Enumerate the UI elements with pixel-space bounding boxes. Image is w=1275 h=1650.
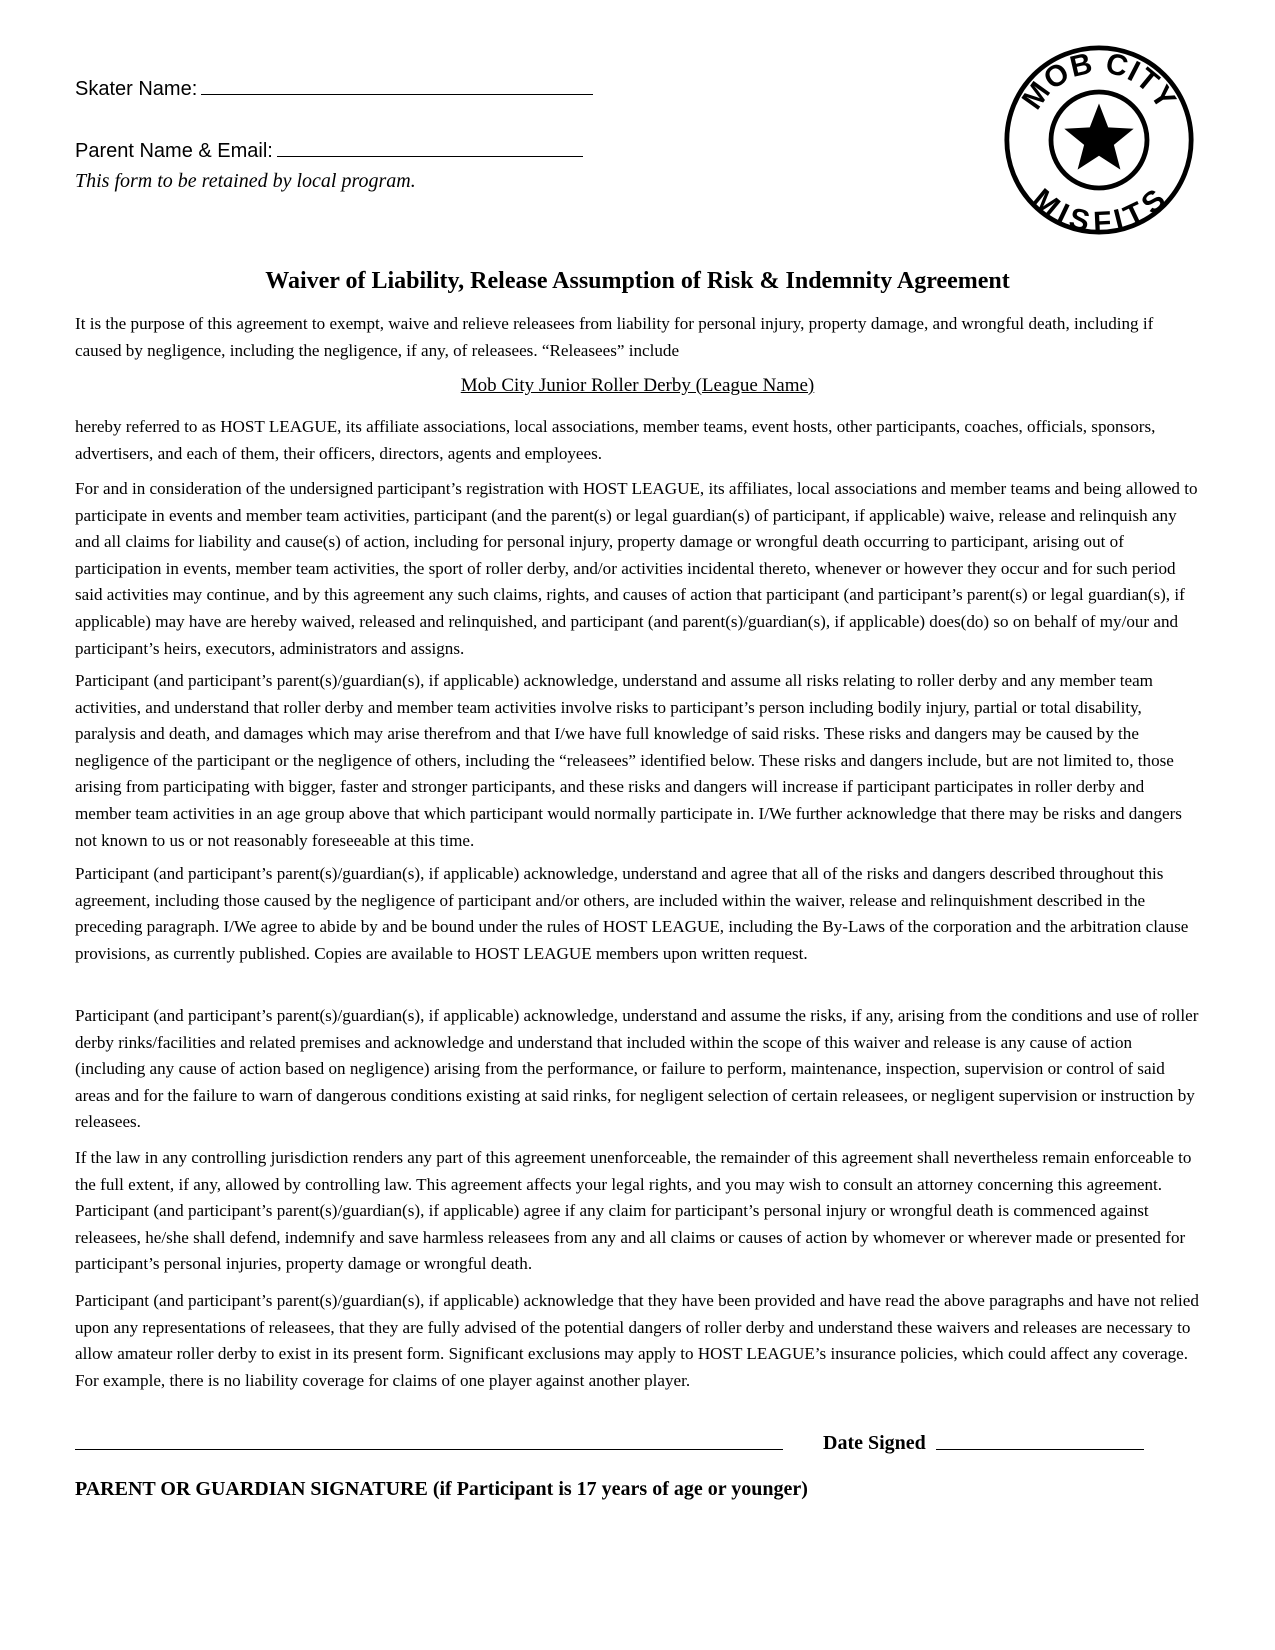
date-signed-label: Date Signed [823, 1432, 926, 1454]
paragraph-text: Participant (and participant’s parent(s)/guardian(s), if applicable) acknowledge, understand and assume all risks relating to roller derby and any member team activities, and understand that roller derby and member team activities involve risks to participant’s person including bodily injury, partial or total disability, paralysis and death, and damages which may arise therefrom and that I/we have full knowledge of said risks. These risks and dangers may be caused by the negligence of the participant or the negligence of others, including the “releasees” identified below. These risks and dangers include, but are not limited to, those arising from participating with bigger, faster and stronger participants, and these risks and dangers will increase if participant participates in roller derby and member team activities in an age group above that which participant would normally participate in. I/We further acknowledge that there may be risks and dangers not known to us or not reasonably foreseeable at this time. [75, 671, 1182, 850]
signature-caption: PARENT OR GUARDIAN SIGNATURE (if Participant is 17 years of age or younger) [75, 1478, 808, 1500]
league-name: Mob City Junior Roller Derby (League Name) [460, 375, 815, 396]
purpose-text: It is the purpose of this agreement to exempt, waive and relieve releasees from liability for personal injury, property damage, and wrongful death, including if caused by negligence, including the negligence, if any, of releasees. “Releasees” include [75, 314, 1154, 360]
skater-name-label: Skater Name: [75, 78, 198, 100]
parent-name-email-field[interactable] [75, 138, 583, 163]
paragraph-text: Participant (and participant’s parent(s)/guardian(s), if applicable) acknowledge, understand and agree that all of the risks and dangers described throughout this agreement, including those caused by the negligence of participant and/or others, are included within the waiver, release and relinquishment described in the preceding paragraph. I/We agree to abide by and be bound under the rules of HOST LEAGUE, including the By-Laws of the corporation and the arbitration clause provisions, as currently published. Copies are available to HOST LEAGUE members upon written request. [75, 864, 1189, 963]
indemnity-paragraph [75, 1145, 1200, 1278]
hereby-paragraph [75, 414, 1200, 467]
league-name-line [0, 375, 1275, 397]
parent-name-email-blank[interactable] [277, 138, 583, 157]
signature-line[interactable] [75, 1449, 783, 1450]
assumption-of-risk-paragraph [75, 668, 1200, 854]
document-title: Waiver of Liability, Release Assumption of Risk & Indemnity Agreement [265, 268, 1010, 294]
hereby-text: hereby referred to as HOST LEAGUE, its affiliate associations, local associations, member teams, event hosts, other participants, coaches, officials, sponsors, advertisers, and each of them, their officers, directors, agents and employees. [75, 417, 1156, 463]
logo-top-text: MOB CITY [1015, 46, 1183, 116]
paragraph-text: If the law in any controlling jurisdiction renders any part of this agreement unenforceable, the remainder of this agreement shall nevertheless remain enforceable to the full extent, if any, allowed by controlling law. This agreement affects your legal rights, and you may wish to consult an attorney concerning this agreement. Participant (and participant’s parent(s)/guardian(s), if applicable) agree if any claim for participant’s personal injury or wrongful death is commenced against releasees, he/she shall defend, indemnify and save harmless releasees from any and all claims or causes of action by whomever or wherever made or presented for participant’s personal injuries, property damage or wrongful death. [75, 1148, 1192, 1274]
paragraph-text: Participant (and participant’s parent(s)/guardian(s), if applicable) acknowledge that they have been provided and have read the above paragraphs and have not relied upon any representations of releasees, that they are fully advised of the potential dangers of roller derby and understand these waivers and releases are necessary to allow amateur roller derby to exist in its present form. Significant exclusions may apply to HOST LEAGUE’s insurance policies, which could affect any coverage. For example, there is no liability coverage for claims of one player against another player. [75, 1291, 1199, 1390]
skater-name-blank[interactable] [201, 76, 593, 95]
facilities-risk-paragraph [75, 1003, 1200, 1136]
skater-name-field[interactable] [75, 76, 593, 101]
agreement-rules-paragraph [75, 861, 1200, 967]
parent-name-email-label: Parent Name & Email: [75, 140, 273, 162]
purpose-paragraph [75, 311, 1200, 364]
paragraph-text: For and in consideration of the undersigned participant’s registration with HOST LEAGUE, its affiliates, local associations and member teams and being allowed to participate in events and member team activities, participant (and the parent(s) or legal guardian(s) of participant, if applicable) waive, release and relinquish any and all claims for liability and cause(s) of action, including for personal injury, property damage or wrongful death occurring to participant, arising out of participation in events, member team activities, the sport of roller derby, and/or activities incidental thereto, whenever or however they occur and for such period said activities may continue, and by this agreement any such claims, rights, and causes of action that participant (and participant’s parent(s) or legal guardian(s), if applicable) may have are hereby waived, released and relinquished, and participant (and parent(s)/guardian(s), if applicable) does(do) so on behalf of my/our and participant’s heirs, executors, administrators and assigns. [75, 479, 1198, 658]
paragraph-text: Participant (and participant’s parent(s)/guardian(s), if applicable) acknowledge, understand and assume the risks, if any, arising from the conditions and use of roller derby rinks/facilities and related premises and acknowledge and understand that included within the scope of this waiver and release is any cause of action (including any cause of action based on negligence) arising from the performance, or failure to perform, maintenance, inspection, supervision or control of said areas and for the failure to warn of dangerous conditions existing at said rinks, for negligent selection of certain releasees, or negligent supervision or instruction by releasees. [75, 1006, 1199, 1132]
mob-city-misfits-logo [1003, 44, 1195, 236]
logo-bottom-text: MISFITS [1025, 182, 1173, 236]
retained-note: This form to be retained by local program. [75, 170, 416, 192]
acknowledgment-paragraph [75, 1288, 1200, 1394]
consideration-paragraph [75, 476, 1200, 662]
date-signed-line[interactable] [936, 1449, 1144, 1450]
star-icon [1064, 104, 1133, 170]
